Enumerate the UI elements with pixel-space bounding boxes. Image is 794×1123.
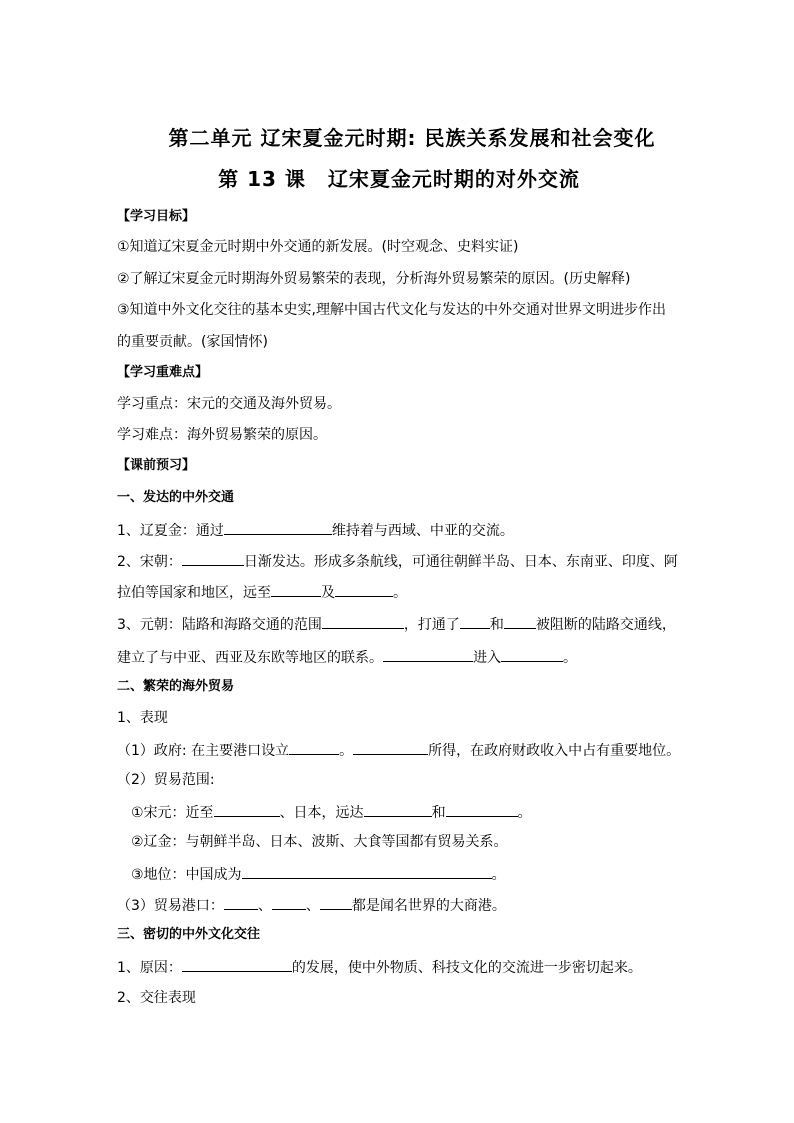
goal-item: ②了解辽宋夏金元时期海外贸易繁荣的表现，分析海外贸易繁荣的原因。(历史解释): [117, 271, 631, 287]
blank-line[interactable]: [501, 647, 563, 662]
key-focus: 学习重点：宋元的交通及海外贸易。: [117, 396, 341, 412]
fill-line: 1、原因： 的发展，使中外物质、科技文化的交流进一步密切起来。: [117, 957, 642, 977]
goal-item: 的重要贡献。(家国情怀): [117, 334, 268, 350]
blank-line[interactable]: [322, 614, 404, 629]
fill-line: 拉伯等国家和地区，远至 及 。: [117, 582, 407, 602]
fill-line: （3）贸易港口： 、 、 都是闻名世界的大商港。: [117, 895, 506, 915]
fill-line: （1）政府: 在主要港口设立 。 所得，在政府财政收入中占有重要地位。: [117, 740, 680, 760]
fill-line: 1、辽夏金：通过 维持着与西域、中亚的交流。: [117, 520, 514, 540]
blank-line[interactable]: [272, 895, 306, 910]
goal-item: ①知道辽宋夏金元时期中外交通的新发展。(时空观念、史料实证): [117, 239, 519, 255]
blank-line[interactable]: [242, 864, 492, 879]
text-line: ②辽金：与朝鲜半岛、日本、波斯、大食等国都有贸易关系。: [131, 834, 508, 850]
key-difficulty: 学习难点：海外贸易繁荣的原因。: [117, 427, 327, 443]
lesson-number: 第 13 课: [218, 167, 306, 191]
preview-heading: 【课前预习】: [117, 458, 196, 473]
fill-line: ③地位：中国成为 。: [131, 864, 506, 884]
blank-line[interactable]: [446, 802, 518, 817]
blank-line[interactable]: [214, 802, 280, 817]
unit-title: 第二单元 辽宋夏金元时期: 民族关系发展和社会变化: [168, 126, 656, 150]
text-line: （2）贸易范围:: [117, 772, 215, 788]
blank-line[interactable]: [182, 551, 244, 566]
fill-line: 3、元朝：陆路和海路交通的范围 ，打通了 和 被阻断的陆路交通线，: [117, 614, 676, 634]
blank-line[interactable]: [335, 582, 393, 597]
section-1-title: 一、发达的中外交通: [117, 490, 235, 505]
blank-line[interactable]: [289, 740, 339, 755]
blank-line[interactable]: [353, 740, 428, 755]
blank-line[interactable]: [383, 647, 473, 662]
blank-line[interactable]: [320, 895, 352, 910]
text-line: 2、交往表现: [117, 990, 196, 1006]
fill-line: 2、宋朝： 日渐发达。形成多条航线，可通往朝鲜半岛、日本、东南亚、印度、阿: [117, 551, 678, 571]
blank-line[interactable]: [224, 895, 258, 910]
blank-line[interactable]: [182, 957, 292, 972]
section-3-title: 三、密切的中外文化交往: [117, 927, 261, 942]
blank-line[interactable]: [271, 582, 321, 597]
lesson-title: [0, 163, 794, 192]
fill-line: ①宋元：近至 、日本，远达 和 。: [131, 802, 532, 822]
text-line: 1、表现: [117, 710, 168, 726]
section-2-title: 二、繁荣的海外贸易: [117, 679, 235, 694]
key-heading: 【学习重难点】: [117, 365, 209, 380]
goal-item: ③知道中外文化交往的基本史实,理解中国古代文化与发达的中外交通对世界文明进步作出: [117, 302, 666, 318]
fill-line: 建立了与中亚、西亚及东欧等地区的联系。 进入 。: [117, 647, 577, 667]
goals-heading: 【学习目标】: [117, 209, 196, 224]
blank-line[interactable]: [504, 614, 536, 629]
blank-line[interactable]: [460, 614, 490, 629]
lesson-name: 辽宋夏金元时期的对外交流: [327, 167, 580, 191]
blank-line[interactable]: [364, 802, 432, 817]
blank-line[interactable]: [224, 520, 332, 535]
